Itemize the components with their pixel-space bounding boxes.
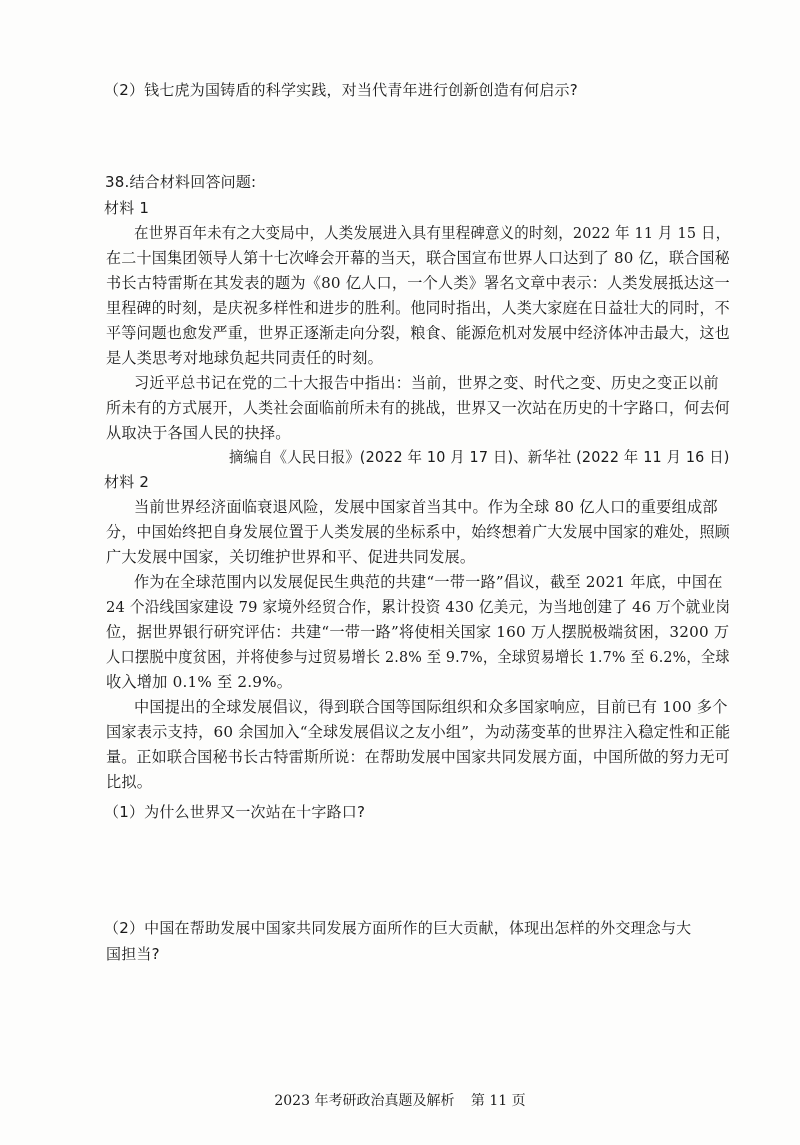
page-footer [0,1090,800,1110]
material-2-p3-line: 国家表示支持，60 余国加入“全球发展倡议之友小组”，为动荡变革的世界注入稳定性和正能 [106,723,731,741]
q37-sub2-question: （2）钱七虎为国铸盾的科学实践，对当代青年进行创新创造有何启示? [104,81,578,99]
material-2-p1-line: 广大发展中国家，关切维护世界和平、促进共同发展。 [106,548,476,566]
material-1-source: 摘编自《人民日报》(2022 年 10 月 17 日)、新华社 (2022 年 11 月 16 日) [229,448,730,466]
material-1-p1-line: 在世界百年未有之大变局中，人类发展进入具有里程碑意义的时刻，2022 年 11 月 15 日， [134,224,731,242]
material-2-p3-line: 比拟。 [106,773,153,791]
material-1-p1-line: 里程碑的时刻，是庆祝多样性和进步的胜利。他同时指出，人类大家庭在日益壮大的同时，不 [106,299,730,317]
material-2-p3-line: 量。正如联合国秘书长古特雷斯所说：在帮助发展中国家共同发展方面，中国所做的努力无可 [106,748,730,766]
material-2-p1-line: 分，中国始终把自身发展位置于人类发展的坐标系中，始终想着广大发展中国家的难处，照顾 [106,523,730,541]
material-2-p2-line: 24 个沿线国家建设 79 家境外经贸合作，累计投资 430 亿美元，为当地创建了 46 万个就业岗 [106,598,731,616]
q38-heading: 38.结合材料回答问题: [105,173,257,191]
material-2-p2-line: 位，据世界银行研究评估：共建“一带一路”将使相关国家 160 万人摆脱极端贫困，3200 万 [106,623,730,641]
material-1-p1-line: 是人类思考对地球负起共同责任的时刻。 [106,349,383,367]
material-2-p2-line: 收入增加 0.1% 至 2.9%。 [106,673,293,691]
material-1-p1-line: 在二十国集团领导人第十七次峰会开幕的当天，联合国宣布世界人口达到了 80 亿，联合国秘 [106,249,730,267]
material-1-p1-line: 书长古特雷斯在其发表的题为《80 亿人口，一个人类》署名文章中表示：人类发展抵达这一 [106,274,730,292]
material-1-p2-line: 从取决于各国人民的抉择。 [106,424,291,442]
q38-sub2-question-line: （2）中国在帮助发展中国家共同发展方面所作的巨大贡献，体现出怎样的外交理念与大 [104,919,692,937]
footer-page-number: 第 11 页 [470,1093,526,1109]
q38-sub2-question-line: 国担当? [106,945,160,963]
material-1-p1-line: 平等问题也愈发严重，世界正逐渐走向分裂，粮食、能源危机对发展中经济体冲击最大，这也 [106,324,730,342]
q38-sub1-question: （1）为什么世界又一次站在十字路口? [104,803,366,821]
material-2-p2-line: 人口摆脱中度贫困，并将使参与过贸易增长 2.8% 至 9.7%，全球贸易增长 1.7% 至 6.2%，全球 [106,648,730,666]
material-1-label: 材料 1 [104,199,150,217]
material-1-p2-line: 所未有的方式展开，人类社会面临前所未有的挑战，世界又一次站在历史的十字路口，何去何 [106,399,730,417]
material-2-label: 材料 2 [104,473,150,491]
material-2-p1-line: 当前世界经济面临衰退风险，发展中国家首当其中。作为全球 80 亿人口的重要组成部 [134,498,718,516]
material-2-p3-line: 中国提出的全球发展倡议，得到联合国等国际组织和众多国家响应，目前已有 100 多个 [134,698,728,716]
footer-title: 2023 年考研政治真题及解析 [274,1093,455,1109]
material-1-p2-line: 习近平总书记在党的二十大报告中指出：当前，世界之变、时代之变、历史之变正以前 [134,374,719,392]
material-2-p2-line: 作为在全球范围内以发展促民生典范的共建“一带一路”倡议，截至 2021 年底，中国在 [134,573,723,591]
